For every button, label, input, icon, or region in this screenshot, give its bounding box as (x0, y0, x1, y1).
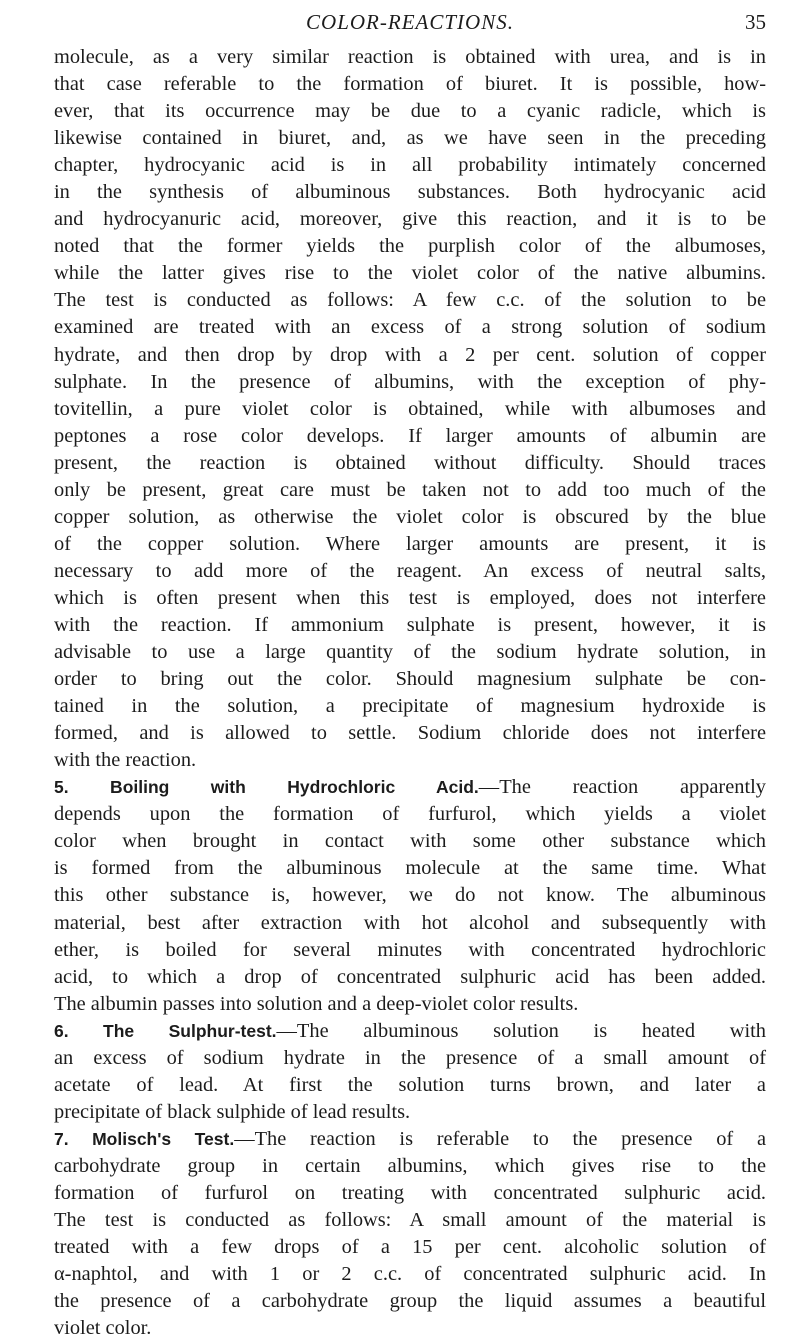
text-line: sulphate. In the presence of albumins, with the exception of phy- (54, 370, 766, 393)
text-line: formed, and is allowed to settle. Sodium chloride does not interfere (54, 722, 766, 745)
book-page (54, 0, 766, 1342)
paragraph-biuret-test (54, 44, 766, 774)
text-line: α-naphtol, and with 1 or 2 c.c. of concentrated sulphuric acid. In (54, 1263, 766, 1286)
text-line: depends upon the formation of furfurol, which yields a violet (54, 803, 766, 826)
section-intro-text: —The reaction is referable to the presence of a (234, 1127, 766, 1150)
section-heading: 5. Boiling with Hydrochloric Acid. (54, 777, 479, 798)
text-line: with the reaction. If ammonium sulphate is present, however, it is (54, 613, 766, 636)
text-line: peptones a rose color develops. If larger amounts of albumin are (54, 424, 766, 447)
text-line: precipitate of black sulphide of lead results. (54, 1100, 411, 1123)
section-heading: 7. Molisch's Test. (54, 1128, 235, 1149)
text-line: ever, that its occurrence may be due to a cyanic radicle, which is (54, 100, 766, 123)
text-line: treated with a few drops of a 15 per cent. alcoholic solution of (54, 1236, 766, 1259)
section-first-line (54, 1018, 766, 1045)
text-line: order to bring out the color. Should magnesium sulphate be con- (54, 668, 766, 691)
text-line: copper solution, as otherwise the violet color is obscured by the blue (54, 505, 766, 528)
section-first-line (54, 1126, 766, 1153)
text-line: molecule, as a very similar reaction is obtained with urea, and is in (54, 46, 766, 68)
section-hydrochloric-acid (54, 774, 766, 1017)
text-line: tovitellin, a pure violet color is obtained, while with albumoses and (54, 397, 766, 420)
text-line: The test is conducted as follows: A few c.c. of the solution to be (54, 289, 766, 312)
section-heading: 6. The Sulphur-test. (54, 1020, 277, 1041)
text-line: formation of furfurol on treating with concentrated sulphuric acid. (54, 1181, 766, 1204)
text-line: which is often present when this test is employed, does not interfere (54, 586, 766, 609)
body-text (54, 44, 766, 1342)
running-head (54, 0, 766, 44)
text-line: advisable to use a large quantity of the sodium hydrate solution, in (54, 641, 766, 664)
running-head-title: COLOR-REACTIONS. (306, 10, 514, 34)
page-number: 35 (745, 10, 766, 34)
text-line: is formed from the albuminous molecule at the same time. What (54, 857, 766, 880)
section-sulphur-test (54, 1018, 766, 1126)
text-line: examined are treated with an excess of a strong solution of sodium (54, 316, 766, 339)
text-line: this other substance is, however, we do not know. The albuminous (54, 884, 766, 907)
text-line: with the reaction. (54, 749, 197, 772)
section-intro-text: —The reaction apparently (478, 776, 766, 799)
text-line: that case referable to the formation of biuret. It is possible, how- (54, 73, 766, 96)
text-line: tained in the solution, a precipitate of magnesium hydroxide is (54, 695, 766, 718)
text-line: an excess of sodium hydrate in the presence of a small amount of (54, 1046, 766, 1069)
text-line: the presence of a carbohydrate group the liquid assumes a beautiful (54, 1290, 766, 1313)
text-line: The test is conducted as follows: A small amount of the material is (54, 1209, 766, 1232)
text-line: likewise contained in biuret, and, as we have seen in the preceding (54, 127, 766, 150)
text-line: hydrate, and then drop by drop with a 2 per cent. solution of copper (54, 343, 766, 366)
text-line: while the latter gives rise to the violet color of the native albumins. (54, 262, 766, 285)
text-line: material, best after extraction with hot alcohol and subsequently with (54, 911, 766, 934)
text-line: noted that the former yields the purplish color of the albumoses, (54, 235, 766, 258)
text-line: chapter, hydrocyanic acid is in all probability intimately concerned (54, 154, 766, 177)
text-line: acid, to which a drop of concentrated sulphuric acid has been added. (54, 965, 766, 988)
text-line: acetate of lead. At first the solution turns brown, and later a (54, 1073, 766, 1096)
section-molisch-test (54, 1126, 766, 1342)
text-line: only be present, great care must be taken not to add too much of the (54, 478, 766, 501)
text-line: ether, is boiled for several minutes with concentrated hydrochloric (54, 938, 766, 961)
text-line: violet color. (54, 1317, 152, 1340)
text-line: carbohydrate group in certain albumins, which gives rise to the (54, 1154, 766, 1177)
text-line: and hydrocyanuric acid, moreover, give this reaction, and it is to be (54, 208, 766, 231)
text-line: The albumin passes into solution and a deep-violet color results. (54, 992, 579, 1015)
text-line: in the synthesis of albuminous substances. Both hydrocyanic acid (54, 181, 766, 204)
text-line: color when brought in contact with some other substance which (54, 830, 766, 853)
section-first-line (54, 774, 766, 801)
section-intro-text: —The albuminous solution is heated with (276, 1019, 766, 1042)
text-line: of the copper solution. Where larger amounts are present, it is (54, 532, 766, 555)
text-line: present, the reaction is obtained without difficulty. Should traces (54, 451, 766, 474)
text-line: necessary to add more of the reagent. An excess of neutral salts, (54, 559, 766, 582)
